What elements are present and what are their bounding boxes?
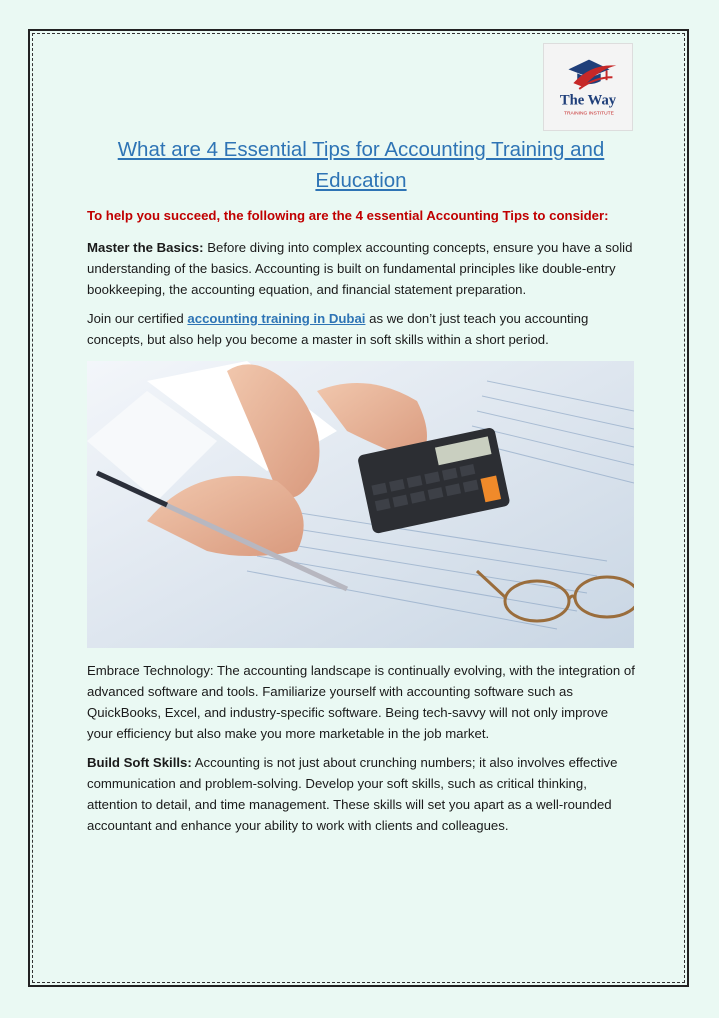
logo-tagline: TRAINING INSTITUTE [564,111,614,117]
paragraph-label-basics: Master the Basics: [87,240,204,255]
paragraph-text-basics: Before diving into complex accounting concepts, ensure you have a solid understanding of the basics. Accounting is built on fundamental principles like double-entry bookkeeping, the accounting equation, and financial statement preparation. [87,240,633,297]
logo-brand-text: The Way [559,92,617,109]
paragraph-join [87,308,635,350]
paragraph-soft-skills [87,752,635,836]
document-subheading: To help you succeed, the following are the 4 essential Accounting Tips to consider: [87,208,609,223]
paragraph-text-soft-skills: Accounting is not just about crunching numbers; it also involves effective communication and problem-solving. Develop your soft skills, such as critical thinking, attention to detail, and time management. These skills will set you apart as a well-rounded accountant and enhance your ability to work with clients and colleagues. [87,755,618,833]
accounting-photo [87,361,634,648]
document-title: What are 4 Essential Tips for Accounting Training and Education [117,138,605,192]
paragraph-join-after: as we don’t just teach you accounting concepts, but also help you become a master in soft skills within a short period. [87,311,589,347]
accounting-training-link[interactable]: accounting training in Dubai [187,311,366,326]
paragraph-embrace-technology: Embrace Technology: The accounting landscape is continually evolving, with the integration of advanced software and tools. Familiarize yourself with accounting software such as QuickBooks, Excel, and industry-specific software. Being tech-savvy will not only improve your efficiency but also make you more marketable in the job market. [87,663,635,741]
paragraph-label-soft-skills: Build Soft Skills: [87,755,192,770]
logo-graphic [544,44,632,130]
institute-logo [543,43,633,131]
paragraph-master-basics [87,237,635,300]
paragraph-join-before: Join our certified [87,311,188,326]
document-body [87,134,635,844]
